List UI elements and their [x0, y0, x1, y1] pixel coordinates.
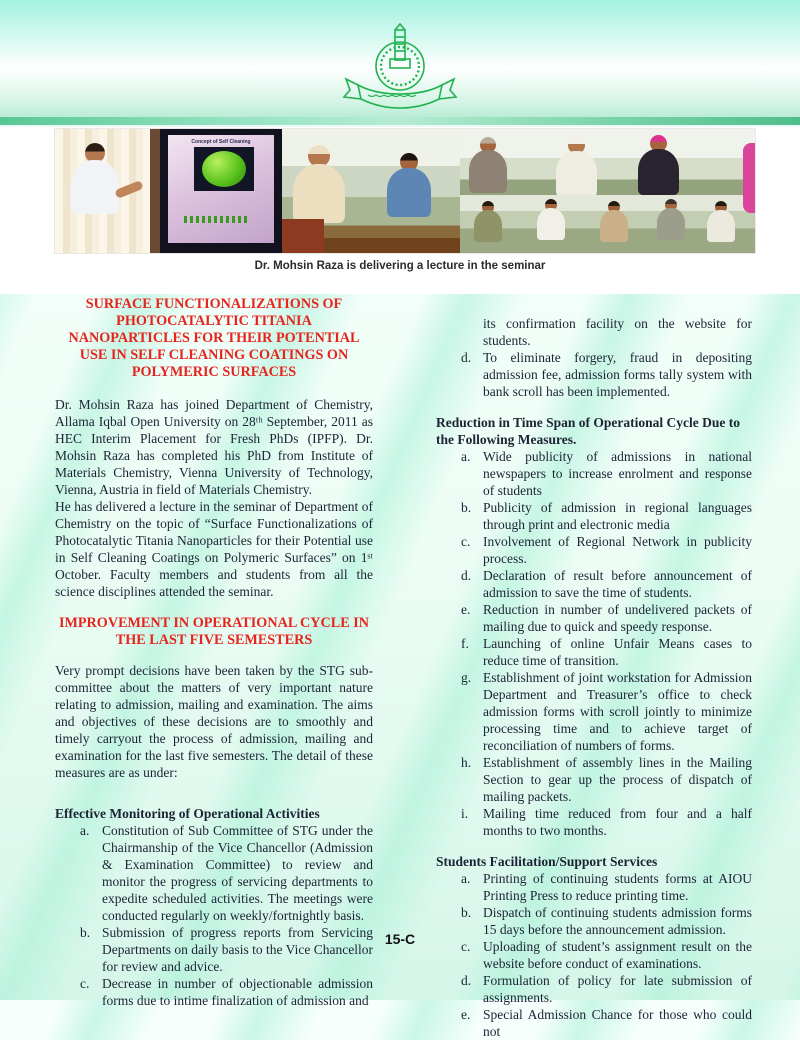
list-marker: a. — [461, 449, 471, 464]
list-item — [436, 1006, 752, 1040]
list-marker: b. — [461, 500, 472, 515]
list-text: Declaration of result before announcement of admission to save the time of students. — [483, 568, 752, 600]
paragraph: Dr. Mohsin Raza has joined Department of Chemistry, Allama Iqbal Open University on 28ᵗʰ September, 2011 as HEC Interim Placement for Fresh PhDs (IPFP). Dr. Mohsin Raza has completed his PhD from Institute of Materials Chemistry, Vienna University of Technology, Vienna, Austria in field of Materials Chemistry. — [55, 397, 373, 497]
list-marker: b. — [80, 925, 91, 940]
header-divider-stripe — [0, 117, 800, 127]
photo-audience-row-top — [460, 129, 755, 201]
university-logo-icon — [340, 22, 460, 116]
wooden-chair — [282, 219, 324, 253]
list-text: Establishment of assembly lines in the Mailing Section to gear up the process of dispatch of mailing packets. — [483, 755, 752, 804]
list-item — [436, 499, 752, 533]
list-item — [436, 349, 752, 400]
subsection-heading: Students Facilitation/Support Services — [436, 854, 658, 869]
list-marker: a. — [80, 823, 90, 838]
list-text: Formulation of policy for late submission of assignments. — [483, 973, 752, 1005]
speaker-figure — [85, 143, 119, 214]
list-text: Uploading of student’s assignment result on the website before conduct of examinations. — [483, 939, 752, 971]
list-item — [436, 601, 752, 635]
list-item — [436, 870, 752, 904]
list-item — [55, 975, 373, 1009]
photo-caption: Dr. Mohsin Raza is delivering a lecture in the seminar — [254, 260, 546, 272]
pink-scarf-edge — [743, 143, 755, 213]
photo-speaker — [55, 129, 160, 253]
list-marker: d. — [461, 568, 472, 583]
list-text: Involvement of Regional Network in publicity process. — [483, 534, 752, 566]
list-marker: c. — [80, 976, 90, 991]
article-columns — [55, 296, 752, 1040]
list-marker: e. — [461, 1007, 471, 1022]
list-text: Decrease in number of objectionable admission forms due to intime finalization of admission and — [102, 976, 373, 1008]
list-text: Reduction in number of undelivered packets of mailing due to quick and speedy response. — [483, 602, 752, 634]
list-marker: d. — [461, 350, 472, 365]
list-marker: g. — [461, 670, 472, 685]
list-item — [436, 448, 752, 499]
list-item — [55, 822, 373, 924]
list-item — [436, 805, 752, 839]
list-item — [436, 567, 752, 601]
photo-audience-row-bottom — [460, 195, 755, 253]
list-marker: c. — [461, 939, 471, 954]
list-text: Submission of progress reports from Servicing Departments on daily basis to the Vice Chancellor for review and advice. — [102, 925, 373, 974]
list-text: Printing of continuing students forms at AIOU Printing Press to reduce printing time. — [483, 871, 752, 903]
list-item — [436, 533, 752, 567]
list-text: Publicity of admission in regional languages through print and electronic media — [483, 500, 752, 532]
audience-figure — [568, 137, 597, 197]
list-item — [436, 754, 752, 805]
logo-minaret-cap — [395, 24, 405, 30]
slide-title: Concept of Self Cleaning — [191, 139, 251, 145]
slide-green-sphere — [202, 151, 246, 187]
audience-figure — [545, 199, 565, 240]
audience-figure — [715, 201, 735, 242]
slide — [168, 135, 274, 243]
audience-figure — [480, 137, 507, 193]
list-marker: d. — [461, 973, 472, 988]
audience-figure — [608, 201, 628, 242]
list-marker: e. — [461, 602, 471, 617]
header-band — [0, 0, 800, 117]
photo-projection-screen — [160, 129, 282, 253]
photo-audience-right — [460, 129, 755, 253]
list-text: Wide publicity of admissions in national newspapers to increase enrolment and response of students — [483, 449, 752, 498]
photo-collage — [55, 129, 755, 253]
section-title: IMPROVEMENT IN OPERATIONAL CYCLE IN THE LAST FIVE SEMESTERS — [58, 615, 370, 648]
photo-audience-left — [282, 129, 460, 253]
audience-figure — [650, 135, 679, 195]
list-item — [436, 972, 752, 1006]
list-item — [436, 635, 752, 669]
paragraph: Very prompt decisions have been taken by the STG sub-committee about the matters of very important nature relating to admission, mailing and examination. The aims and objectives of these decisions are to smoothly and timely carryout the process of admission, mailing and examination for the last five semesters. The detail of these measures are as under: — [55, 663, 373, 780]
list-item — [436, 669, 752, 754]
list-text: To eliminate forgery, fraud in depositing admission fee, admission forms tally system with bank scroll has been implemented. — [483, 350, 752, 399]
list-marker: c. — [461, 534, 471, 549]
right-column — [436, 296, 752, 1040]
list-text: Establishment of joint workstation for Admission Department and Treasurer’s office to check admission forms with scroll jointly to minimize processing time and to achieve target of reconciliation of numbers of forms. — [483, 670, 752, 753]
audience-figure — [308, 145, 345, 223]
slide-diagram — [184, 216, 248, 223]
list-marker: i. — [461, 806, 469, 821]
list-marker: a. — [461, 871, 471, 886]
list-text: Dispatch of continuing students admission forms 15 days before the announcement admission. — [483, 905, 752, 937]
list-marker: h. — [461, 755, 472, 770]
audience-figure — [400, 153, 431, 217]
list-text: Mailing time reduced from four and a half months to two months. — [483, 806, 752, 838]
page-number: 15-C — [384, 931, 416, 947]
door-edge — [150, 129, 160, 253]
audience-figure — [665, 199, 685, 240]
subsection-heading: Effective Monitoring of Operational Activities — [55, 806, 320, 821]
audience-figure — [482, 201, 502, 242]
paragraph: He has delivered a lecture in the seminar of Department of Chemistry on the topic of “Surface Functionalizations of Photocatalytic Titania Nanoparticles for their Potential use in Self Cleaning Coatings on Polymeric Surfaces” on 1ˢᵗ October. Faculty members and students from all the science disciplines attended the seminar. — [55, 499, 373, 599]
banner-strip — [0, 127, 800, 294]
list-text: Special Admission Chance for those who could not — [483, 1007, 752, 1039]
list-text: Launching of online Unfair Means cases to reduce time of transition. — [483, 636, 752, 668]
list-marker: f. — [461, 636, 469, 651]
list-marker: b. — [461, 905, 472, 920]
subsection-heading: Reduction in Time Span of Operational Cycle Due to the Following Measures. — [436, 415, 741, 447]
list-text: Constitution of Sub Committee of STG under the Chairmanship of the Vice Chancellor (Admission & Examination Committee) to review and monitor the progress of servicing departments to expedite scheduled activities. The meetings were conducted regularly on weekly/fortnightly basis. — [102, 823, 373, 923]
left-column — [55, 296, 373, 1040]
list-continuation: its confirmation facility on the website for students. — [483, 316, 752, 348]
article-title: SURFACE FUNCTIONALIZATIONS OF PHOTOCATALYTIC TITANIA NANOPARTICLES FOR THEIR POTENTIAL USE IN SELF CLEANING COATINGS ON POLYMERIC SURFACES — [68, 296, 360, 380]
